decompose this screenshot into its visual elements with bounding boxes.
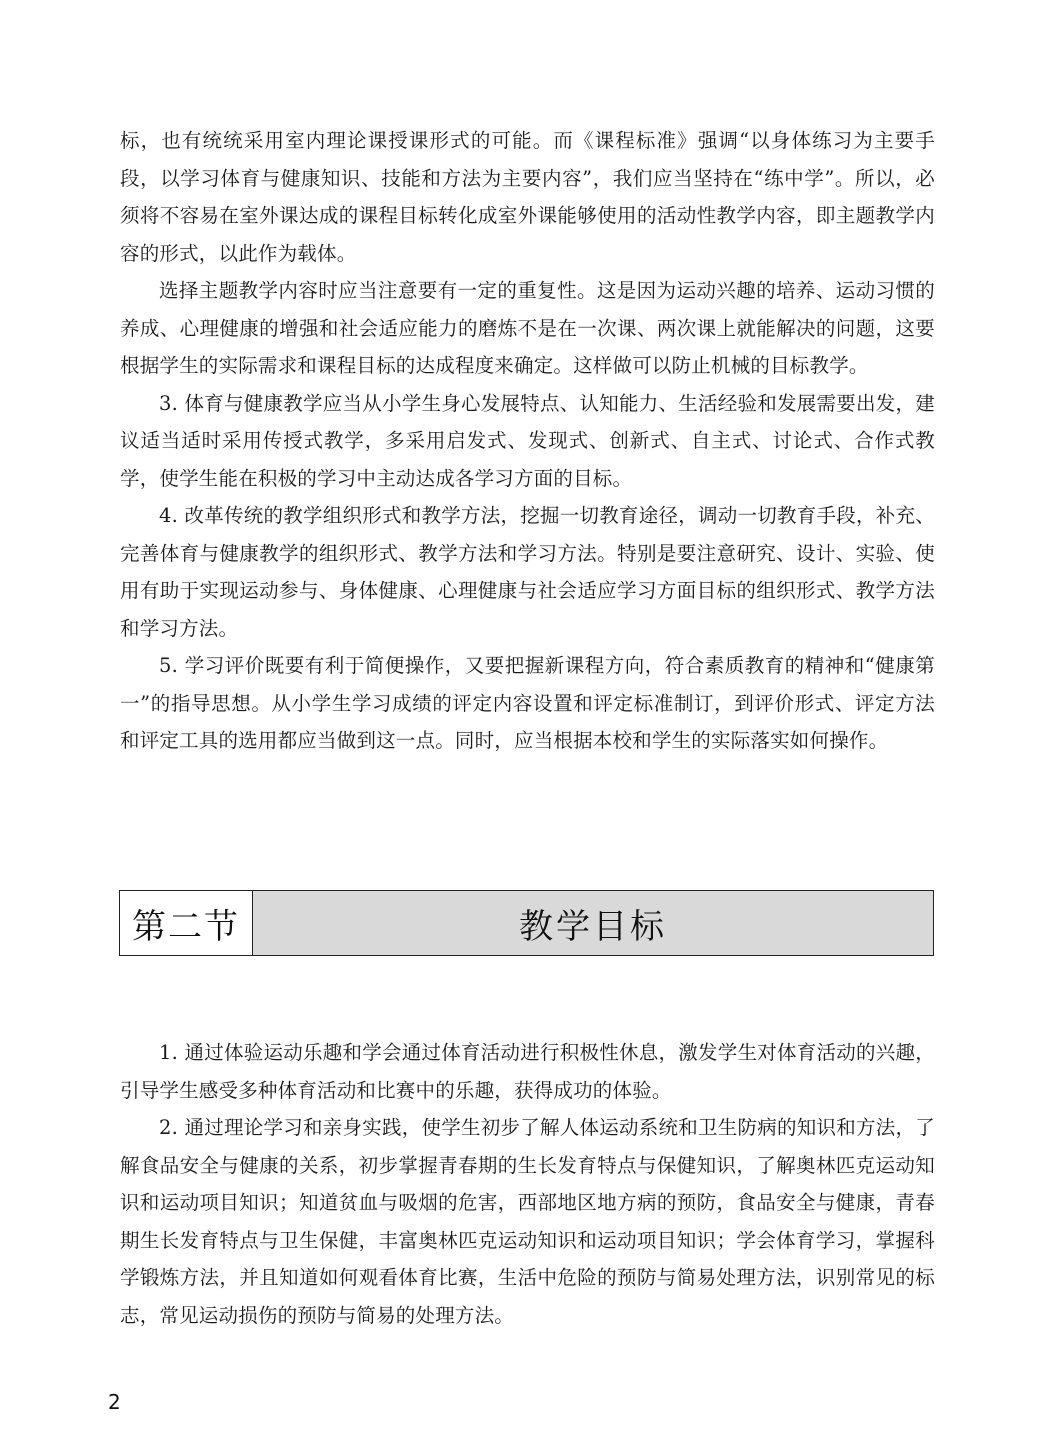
paragraph-repetition: 选择主题教学内容时应当注意要有一定的重复性。这是因为运动兴趣的培养、运动习惯的养成、心理健康的增强和社会适应能力的磨炼不是在一次课、两次课上就能解决的问题，这要根据学生的实际需求和课程目标的达成程度来确定。这样做可以防止机械的目标教学。: [120, 279, 935, 377]
page-number: 2: [108, 1390, 121, 1414]
paragraph-item-5: 5. 学习评价既要有利于简便操作，又要把握新课程方向，符合素质教育的精神和“健康第一”的指导思想。从小学生学习成绩的评定内容设置和评定标准制订，到评价形式、评定方法和评定工具的选用都应当做到这一点。同时，应当根据本校和学生的实际落实如何操作。: [120, 654, 935, 752]
paragraph-item-4: 4. 改革传统的教学组织形式和教学方法，挖掘一切教育途径，调动一切教育手段，补充、完善体育与健康教学的组织形式、教学方法和学习方法。特别是要注意研究、设计、实验、使用有助于实现运动参与、身体健康、心理健康与社会适应学习方面目标的组织形式、教学方法和学习方法。: [120, 504, 935, 640]
section-title: 教学目标: [253, 891, 933, 955]
paragraph-item-3: 3. 体育与健康教学应当从小学生身心发展特点、认知能力、生活经验和发展需要出发，建议适当适时采用传授式教学，多采用启发式、发现式、创新式、自主式、讨论式、合作式教学，使学生能在积极的学习中主动达成各学习方面的目标。: [120, 391, 935, 490]
objective-item-2: 2. 通过理论学习和亲身实践，使学生初步了解人体运动系统和卫生防病的知识和方法，了解食品安全与健康的关系，初步掌握青春期的生长发育特点与保健知识，了解奥林匹克运动知识和运动项目知识；知道贫血与吸烟的危害，西部地区地方病的预防，食品安全与健康，青春期生长发育特点与卫生保健，丰富奥林匹克运动知识和运动项目知识；学会体育学习，掌握科学锻炼方法，并且知道如何观看体育比赛，生活中危险的预防与简易处理方法，识别常见的标志，常见运动损伤的预防与简易的处理方法。: [120, 1116, 935, 1327]
continued-text-block: [120, 122, 935, 760]
objectives-text-block: [120, 1034, 935, 1334]
paragraph-continued: 标，也有统统采用室内理论课授课形式的可能。而《课程标准》强调“以身体练习为主要手段，以学习体育与健康知识、技能和方法为主要内容”，我们应当坚持在“练中学”。所以，必须将不容易在室外课达成的课程目标转化成室外课能够使用的活动性教学内容，即主题教学内容的形式，以此作为载体。: [120, 129, 935, 265]
section-number: 第二节: [120, 891, 253, 955]
objective-item-1: 1. 通过体验运动乐趣和学会通过体育活动进行积极性休息，激发学生对体育活动的兴趣，引导学生感受多种体育活动和比赛中的乐趣，获得成功的体验。: [120, 1041, 935, 1102]
section-heading: [119, 890, 934, 956]
